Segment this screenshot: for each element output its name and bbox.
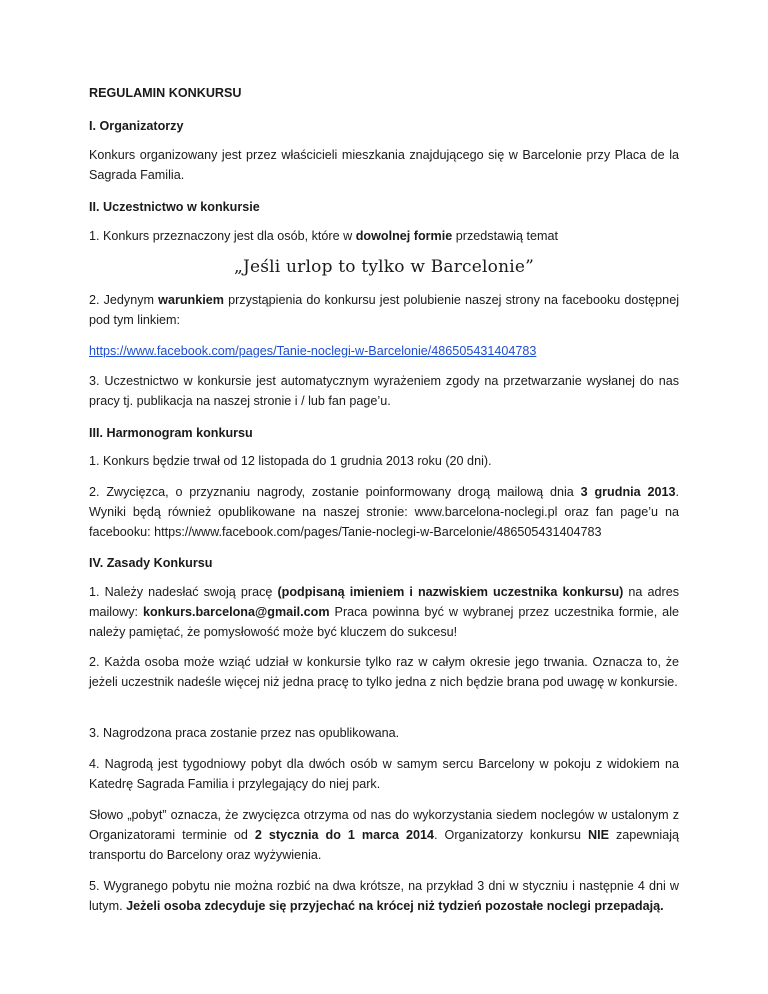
section-4-paragraph-4: 4. Nagrodą jest tygodniowy pobyt dla dwóch osób w samym sercu Barcelony w pokoju z widokiem na Katedrę Sagrada Familia i przylegający do niej park. — [89, 757, 679, 791]
section-3-paragraph-2: 2. Zwycięzca, o przyznaniu nagrody, zostanie poinformowany drogą mailową dnia 3 grudnia 2013. Wyniki będą również opublikowane na naszej stronie: www.barcelona-noclegi.pl oraz fan page’u na facebooku: https://www.facebook.com/pages/Tanie-noclegi-w-Barcelonie/486505431404783 — [89, 485, 679, 539]
section-2-paragraph-3: 3. Uczestnictwo w konkursie jest automatycznym wyrażeniem zgody na przetwarzanie wysłanej do nas pracy tj. publikacja na naszej stronie i / lub fan page’u. — [89, 374, 679, 408]
section-4-paragraph-6: 5. Wygranego pobytu nie można rozbić na dwa krótsze, na przykład 3 dni w styczniu i następnie 4 dni w lutym. Jeżeli osoba zdecyduje się przyjechać na krócej niż tydzień pozostałe noclegi przepadają. — [89, 879, 679, 913]
section-3-paragraph-1: 1. Konkurs będzie trwał od 12 listopada do 1 grudnia 2013 roku (20 dni). — [89, 454, 492, 468]
section-1-paragraph: Konkurs organizowany jest przez właścicieli mieszkania znajdującego się w Barcelonie przy Placa de la Sagrada Familia. — [89, 148, 679, 182]
section-4-paragraph-1: 1. Należy nadesłać swoją pracę (podpisaną imieniem i nazwiskiem uczestnika konkursu) na adres mailowy: konkurs.barcelona@gmail.com Praca powinna być w wybranej przez uczestnika formie, ale należy pamiętać, że pomysłowość może być kluczem do sukcesu! — [89, 585, 680, 639]
section-2-paragraph-2: 2. Jedynym warunkiem przystąpienia do konkursu jest polubienie naszej strony na facebooku dostępnej pod tym linkiem: — [89, 293, 679, 327]
section-2-heading: II. Uczestnictwo w konkursie — [89, 200, 260, 214]
section-4-paragraph-2: 2. Każda osoba może wziąć udział w konkursie tylko raz w całym okresie jego trwania. Oznacza to, że jeżeli uczestnik nadeśle więcej niż jedna pracę to tylko jedna z nich będzie brana pod uwagę w konkursie. — [89, 655, 679, 689]
section-4-paragraph-3: 3. Nagrodzona praca zostanie przez nas opublikowana. — [89, 726, 400, 740]
contest-email: konkurs.barcelona@gmail.com — [142, 605, 330, 619]
facebook-link[interactable]: https://www.facebook.com/pages/Tanie-noclegi-w-Barcelonie/486505431404783 — [89, 344, 537, 358]
section-1-heading: I. Organizatorzy — [89, 119, 184, 133]
section-4-paragraph-5: Słowo „pobyt” oznacza, że zwycięzca otrzyma od nas do wykorzystania siedem noclegów w ustalonym z Organizatorami terminie od 2 stycznia do 1 marca 2014. Organizatorzy konkursu NIE zapewniają transportu do Barcelony oraz wyżywienia. — [89, 808, 680, 862]
section-4-heading: IV. Zasady Konkursu — [89, 556, 213, 570]
contest-theme: „Jeśli urlop to tylko w Barcelonie” — [233, 257, 535, 277]
section-3-heading: III. Harmonogram konkursu — [89, 426, 253, 440]
document-title: REGULAMIN KONKURSU — [89, 86, 242, 100]
section-2-paragraph-1: 1. Konkurs przeznaczony jest dla osób, które w dowolnej formie przedstawią temat — [89, 229, 558, 243]
